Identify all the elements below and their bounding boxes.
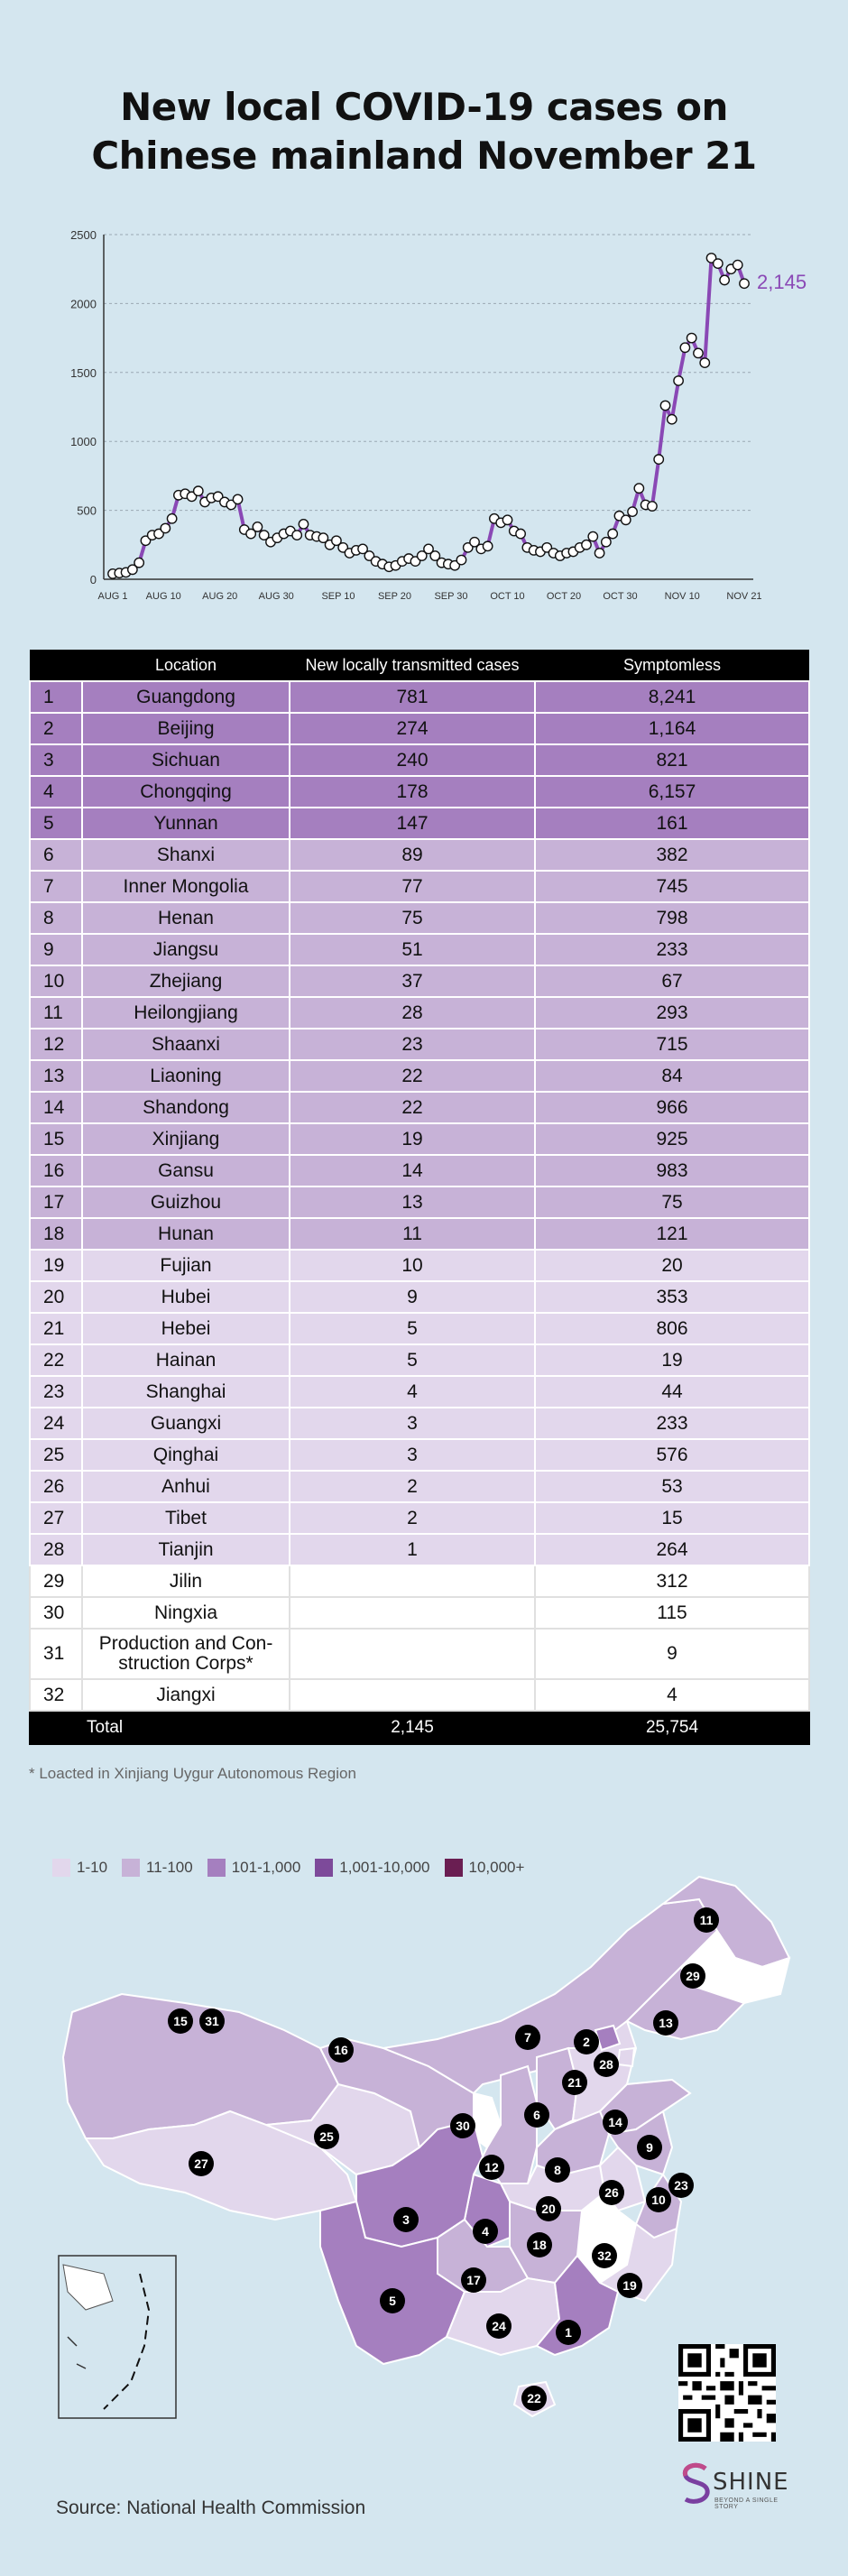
- table-row: [30, 1250, 809, 1281]
- rank-cell: 30: [30, 1597, 82, 1629]
- rank-cell: 4: [30, 776, 82, 808]
- table-row: [30, 902, 809, 934]
- rank-cell: 31: [30, 1629, 82, 1679]
- rank-cell: 13: [30, 1060, 82, 1092]
- table-row: [30, 776, 809, 808]
- y-tick-label: 1000: [70, 435, 97, 449]
- table-row: [30, 1313, 809, 1344]
- location-cell: Guizhou: [82, 1186, 290, 1218]
- table-row: [30, 1502, 809, 1534]
- map-marker-label: 4: [482, 2224, 489, 2239]
- cases-cell: 75: [290, 902, 535, 934]
- rank-cell: 14: [30, 1092, 82, 1123]
- location-cell: Inner Mongolia: [82, 871, 290, 902]
- location-cell: Shaanxi: [82, 1029, 290, 1060]
- cases-cell: 5: [290, 1344, 535, 1376]
- location-cell: Sichuan: [82, 744, 290, 776]
- rank-cell: 32: [30, 1679, 82, 1711]
- header-symptomless: Symptomless: [535, 650, 809, 681]
- y-tick-label: 500: [77, 503, 97, 518]
- symptomless-cell: 353: [535, 1281, 809, 1313]
- rank-cell: 22: [30, 1344, 82, 1376]
- x-tick-label: OCT 20: [546, 591, 582, 602]
- header-location: Location: [82, 650, 290, 681]
- location-cell: Hunan: [82, 1218, 290, 1250]
- location-cell: Shanghai: [82, 1376, 290, 1408]
- legend-swatch: [315, 1859, 333, 1877]
- location-cell: Production and Con-struction Corps*: [82, 1629, 290, 1679]
- cases-cell: 9: [290, 1281, 535, 1313]
- rank-cell: 26: [30, 1471, 82, 1502]
- location-cell: Shanxi: [82, 839, 290, 871]
- header-rank: [30, 650, 82, 681]
- location-cell: Guangxi: [82, 1408, 290, 1439]
- legend-label: 10,000+: [468, 1859, 525, 1876]
- symptomless-cell: 312: [535, 1565, 809, 1597]
- rank-cell: 6: [30, 839, 82, 871]
- map-marker-label: 10: [651, 2193, 666, 2207]
- symptomless-cell: 6,157: [535, 776, 809, 808]
- table-row: [30, 744, 809, 776]
- data-point: [654, 455, 663, 464]
- rank-cell: 20: [30, 1281, 82, 1313]
- data-point: [608, 529, 617, 538]
- table-row: [30, 965, 809, 997]
- symptomless-cell: 20: [535, 1250, 809, 1281]
- table-row: [30, 1565, 809, 1597]
- rank-cell: 3: [30, 744, 82, 776]
- data-point: [292, 531, 301, 540]
- symptomless-cell: 264: [535, 1534, 809, 1565]
- rank-cell: 15: [30, 1123, 82, 1155]
- data-point: [634, 484, 643, 493]
- table-row: [30, 1186, 809, 1218]
- symptomless-cell: 798: [535, 902, 809, 934]
- data-point: [700, 358, 709, 367]
- source-note: Source: National Health Commission: [56, 2498, 366, 2518]
- y-tick-label: 0: [89, 573, 97, 586]
- data-point: [588, 531, 597, 540]
- cases-cell: 51: [290, 934, 535, 965]
- page-title: [0, 83, 848, 180]
- symptomless-cell: 715: [535, 1029, 809, 1060]
- data-point: [483, 541, 492, 550]
- rank-cell: 12: [30, 1029, 82, 1060]
- table-total-row: [30, 1711, 809, 1744]
- rank-cell: 21: [30, 1313, 82, 1344]
- map-marker-label: 25: [319, 2129, 334, 2144]
- map-marker-label: 31: [205, 2014, 219, 2028]
- cases-cell: [290, 1597, 535, 1629]
- data-point: [687, 333, 696, 342]
- data-point: [595, 549, 604, 558]
- location-cell: Shandong: [82, 1092, 290, 1123]
- data-point: [694, 348, 703, 357]
- symptomless-cell: 115: [535, 1597, 809, 1629]
- south-china-sea-inset: [59, 2256, 176, 2418]
- x-tick-label: NOV 21: [726, 591, 762, 602]
- data-point: [134, 558, 143, 567]
- location-cell: Zhejiang: [82, 965, 290, 997]
- table-row: [30, 1376, 809, 1408]
- symptomless-cell: 19: [535, 1344, 809, 1376]
- shine-s-icon: [678, 2463, 714, 2505]
- symptomless-cell: 382: [535, 839, 809, 871]
- rank-cell: 23: [30, 1376, 82, 1408]
- table-row: [30, 1408, 809, 1439]
- shine-logo: [678, 2461, 787, 2512]
- map-marker-label: 22: [527, 2391, 541, 2405]
- location-cell: Hebei: [82, 1313, 290, 1344]
- rank-cell: 27: [30, 1502, 82, 1534]
- legend-swatch: [52, 1859, 70, 1877]
- table-row: [30, 871, 809, 902]
- symptomless-cell: 161: [535, 808, 809, 839]
- map-marker-label: 17: [466, 2273, 481, 2287]
- cases-cell: 178: [290, 776, 535, 808]
- legend-label: 1-10: [77, 1859, 108, 1876]
- location-cell: Xinjiang: [82, 1123, 290, 1155]
- legend-item: [445, 1859, 525, 1877]
- location-cell: Guangdong: [82, 681, 290, 713]
- map-marker-label: 18: [532, 2238, 547, 2252]
- x-tick-label: OCT 30: [603, 591, 638, 602]
- cases-cell: 19: [290, 1123, 535, 1155]
- symptomless-cell: 8,241: [535, 681, 809, 713]
- legend-item: [52, 1859, 107, 1877]
- cases-table: [29, 650, 810, 1745]
- legend-label: 11-100: [146, 1859, 193, 1876]
- cases-cell: 28: [290, 997, 535, 1029]
- data-point: [628, 507, 637, 516]
- rank-cell: 11: [30, 997, 82, 1029]
- data-point: [161, 523, 170, 532]
- x-tick-label: SEP 30: [434, 591, 468, 602]
- symptomless-cell: 4: [535, 1679, 809, 1711]
- x-tick-label: SEP 20: [377, 591, 412, 602]
- table-row: [30, 1679, 809, 1711]
- x-tick-label: AUG 1: [97, 591, 128, 602]
- map-marker-label: 16: [334, 2043, 348, 2057]
- title-line-2: Chinese mainland November 21: [91, 134, 757, 178]
- total-symptomless-cell: 25,754: [535, 1711, 809, 1744]
- legend-item: [122, 1859, 193, 1877]
- location-cell: Hainan: [82, 1344, 290, 1376]
- cases-cell: 4: [290, 1376, 535, 1408]
- x-tick-label: NOV 10: [664, 591, 700, 602]
- region-tianjin: [618, 2048, 634, 2066]
- cases-cell: 147: [290, 808, 535, 839]
- map-marker-label: 6: [533, 2108, 540, 2122]
- rank-cell: 28: [30, 1534, 82, 1565]
- symptomless-cell: 53: [535, 1471, 809, 1502]
- total-rank-cell: [30, 1711, 82, 1744]
- symptomless-cell: 121: [535, 1218, 809, 1250]
- table-row: [30, 681, 809, 713]
- symptomless-cell: 1,164: [535, 713, 809, 744]
- last-value-label: 2,145: [757, 271, 807, 294]
- x-tick-label: AUG 10: [145, 591, 181, 602]
- data-point: [680, 343, 689, 352]
- rank-cell: 7: [30, 871, 82, 902]
- location-cell: Tibet: [82, 1502, 290, 1534]
- cases-cell: 14: [290, 1155, 535, 1186]
- data-point: [740, 279, 749, 288]
- map-marker-label: 7: [524, 2030, 531, 2045]
- map-legend: [52, 1859, 524, 1877]
- symptomless-cell: 293: [535, 997, 809, 1029]
- cases-cell: 10: [290, 1250, 535, 1281]
- map-marker-label: 5: [389, 2294, 396, 2308]
- header-cases: New locally transmitted cases: [290, 650, 535, 681]
- location-cell: Anhui: [82, 1471, 290, 1502]
- rank-cell: 17: [30, 1186, 82, 1218]
- data-point: [720, 275, 729, 284]
- cases-cell: 13: [290, 1186, 535, 1218]
- symptomless-cell: 925: [535, 1123, 809, 1155]
- location-cell: Liaoning: [82, 1060, 290, 1092]
- cases-cell: 781: [290, 681, 535, 713]
- legend-label: 1,001-10,000: [339, 1859, 430, 1876]
- map-marker-label: 28: [599, 2057, 613, 2072]
- rank-cell: 10: [30, 965, 82, 997]
- symptomless-cell: 233: [535, 1408, 809, 1439]
- table-row: [30, 1439, 809, 1471]
- data-point: [299, 520, 308, 529]
- footnote: * Loacted in Xinjiang Uygur Autonomous Region: [29, 1765, 356, 1782]
- rank-cell: 25: [30, 1439, 82, 1471]
- table-row: [30, 1471, 809, 1502]
- location-cell: Jiangxi: [82, 1679, 290, 1711]
- legend-item: [207, 1859, 301, 1877]
- map-marker-label: 23: [674, 2178, 688, 2193]
- rank-cell: 16: [30, 1155, 82, 1186]
- map-marker-label: 12: [484, 2160, 499, 2174]
- map-marker-label: 13: [659, 2016, 673, 2030]
- table-row: [30, 1155, 809, 1186]
- cases-cell: 22: [290, 1060, 535, 1092]
- rank-cell: 24: [30, 1408, 82, 1439]
- map-marker-label: 8: [554, 2163, 561, 2177]
- location-cell: Jilin: [82, 1565, 290, 1597]
- map-marker-label: 26: [604, 2185, 619, 2200]
- location-cell: Hubei: [82, 1281, 290, 1313]
- data-point: [622, 515, 631, 524]
- map-marker-label: 20: [541, 2202, 556, 2216]
- x-tick-label: AUG 20: [202, 591, 238, 602]
- rank-cell: 19: [30, 1250, 82, 1281]
- symptomless-cell: 233: [535, 934, 809, 965]
- location-cell: Tianjin: [82, 1534, 290, 1565]
- map-marker-label: 27: [194, 2156, 208, 2171]
- table-row: [30, 808, 809, 839]
- data-point: [668, 415, 677, 424]
- symptomless-cell: 821: [535, 744, 809, 776]
- y-tick-label: 2000: [70, 297, 97, 311]
- map-marker-label: 29: [686, 1969, 700, 1983]
- location-cell: Gansu: [82, 1155, 290, 1186]
- map-marker-label: 19: [622, 2278, 637, 2293]
- cases-cell: 240: [290, 744, 535, 776]
- title-line-1: New local COVID-19 cases on: [120, 85, 728, 129]
- symptomless-cell: 745: [535, 871, 809, 902]
- cases-cell: 22: [290, 1092, 535, 1123]
- cases-cell: 5: [290, 1313, 535, 1344]
- symptomless-cell: 84: [535, 1060, 809, 1092]
- table-row: [30, 1218, 809, 1250]
- data-point: [167, 514, 176, 523]
- data-point: [194, 486, 203, 495]
- cases-cell: 37: [290, 965, 535, 997]
- table-row: [30, 1123, 809, 1155]
- rank-cell: 2: [30, 713, 82, 744]
- table-row: [30, 997, 809, 1029]
- cases-cell: [290, 1679, 535, 1711]
- legend-swatch: [445, 1859, 463, 1877]
- cases-cell: [290, 1629, 535, 1679]
- map-marker-label: 11: [699, 1913, 714, 1927]
- location-cell: Yunnan: [82, 808, 290, 839]
- table-row: [30, 1281, 809, 1313]
- legend-swatch: [122, 1859, 140, 1877]
- data-point: [660, 401, 669, 410]
- data-point: [674, 376, 683, 385]
- cases-cell: 3: [290, 1408, 535, 1439]
- symptomless-cell: 15: [535, 1502, 809, 1534]
- map-marker-label: 21: [567, 2075, 582, 2090]
- cases-cell: 274: [290, 713, 535, 744]
- y-tick-label: 1500: [70, 365, 97, 380]
- table-row: [30, 839, 809, 871]
- data-point: [502, 515, 512, 524]
- map-marker-label: 15: [173, 2014, 188, 2028]
- map-marker-label: 1: [565, 2325, 572, 2340]
- symptomless-cell: 9: [535, 1629, 809, 1679]
- cases-cell: 23: [290, 1029, 535, 1060]
- symptomless-cell: 576: [535, 1439, 809, 1471]
- y-tick-label: 2500: [70, 228, 97, 242]
- qr-code[interactable]: [678, 2344, 776, 2442]
- legend-label: 101-1,000: [231, 1859, 301, 1876]
- rank-cell: 18: [30, 1218, 82, 1250]
- data-point: [602, 538, 611, 547]
- data-point: [714, 259, 723, 268]
- symptomless-cell: 983: [535, 1155, 809, 1186]
- x-tick-label: OCT 10: [490, 591, 525, 602]
- logo-text: SHINE: [713, 2469, 789, 2496]
- map-marker-label: 24: [492, 2319, 506, 2333]
- map-marker-label: 32: [597, 2248, 612, 2263]
- symptomless-cell: 966: [535, 1092, 809, 1123]
- rank-cell: 1: [30, 681, 82, 713]
- series-line: [113, 258, 744, 574]
- table-row: [30, 934, 809, 965]
- table-row: [30, 1029, 809, 1060]
- location-cell: Henan: [82, 902, 290, 934]
- data-point: [516, 529, 525, 538]
- symptomless-cell: 44: [535, 1376, 809, 1408]
- daily-cases-line-chart: [36, 217, 807, 614]
- total-label-cell: Total: [82, 1711, 290, 1744]
- data-point: [733, 260, 742, 269]
- map-marker-label: 9: [646, 2140, 653, 2155]
- location-cell: Chongqing: [82, 776, 290, 808]
- cases-cell: 77: [290, 871, 535, 902]
- table-row: [30, 1597, 809, 1629]
- table-row: [30, 1629, 809, 1679]
- map-marker-label: 3: [402, 2212, 410, 2227]
- x-tick-label: SEP 10: [321, 591, 355, 602]
- x-tick-label: AUG 30: [258, 591, 294, 602]
- data-point: [253, 522, 262, 531]
- symptomless-cell: 67: [535, 965, 809, 997]
- cases-cell: 89: [290, 839, 535, 871]
- table-row: [30, 1344, 809, 1376]
- rank-cell: 8: [30, 902, 82, 934]
- table-row: [30, 1060, 809, 1092]
- rank-cell: 9: [30, 934, 82, 965]
- location-cell: Qinghai: [82, 1439, 290, 1471]
- location-cell: Jiangsu: [82, 934, 290, 965]
- data-point: [582, 540, 591, 549]
- table-row: [30, 1534, 809, 1565]
- symptomless-cell: 75: [535, 1186, 809, 1218]
- map-marker-label: 14: [608, 2115, 622, 2129]
- legend-swatch: [207, 1859, 226, 1877]
- cases-cell: 3: [290, 1439, 535, 1471]
- data-point: [456, 555, 465, 564]
- data-point: [233, 494, 242, 503]
- cases-cell: 1: [290, 1534, 535, 1565]
- location-cell: Heilongjiang: [82, 997, 290, 1029]
- table-row: [30, 1092, 809, 1123]
- cases-cell: 2: [290, 1502, 535, 1534]
- total-cases-cell: 2,145: [290, 1711, 535, 1744]
- cases-cell: 2: [290, 1471, 535, 1502]
- data-point: [648, 502, 657, 511]
- table-row: [30, 713, 809, 744]
- map-marker-label: 30: [456, 2119, 470, 2133]
- logo-tagline: BEYOND A SINGLE STORY: [714, 2498, 779, 2510]
- rank-cell: 5: [30, 808, 82, 839]
- table-header-row: [30, 650, 809, 681]
- location-cell: Beijing: [82, 713, 290, 744]
- location-cell: Fujian: [82, 1250, 290, 1281]
- symptomless-cell: 806: [535, 1313, 809, 1344]
- rank-cell: 29: [30, 1565, 82, 1597]
- cases-cell: [290, 1565, 535, 1597]
- table-body: [30, 681, 809, 1744]
- location-cell: Ningxia: [82, 1597, 290, 1629]
- map-marker-label: 2: [583, 2035, 590, 2049]
- cases-cell: 11: [290, 1218, 535, 1250]
- legend-item: [315, 1859, 429, 1877]
